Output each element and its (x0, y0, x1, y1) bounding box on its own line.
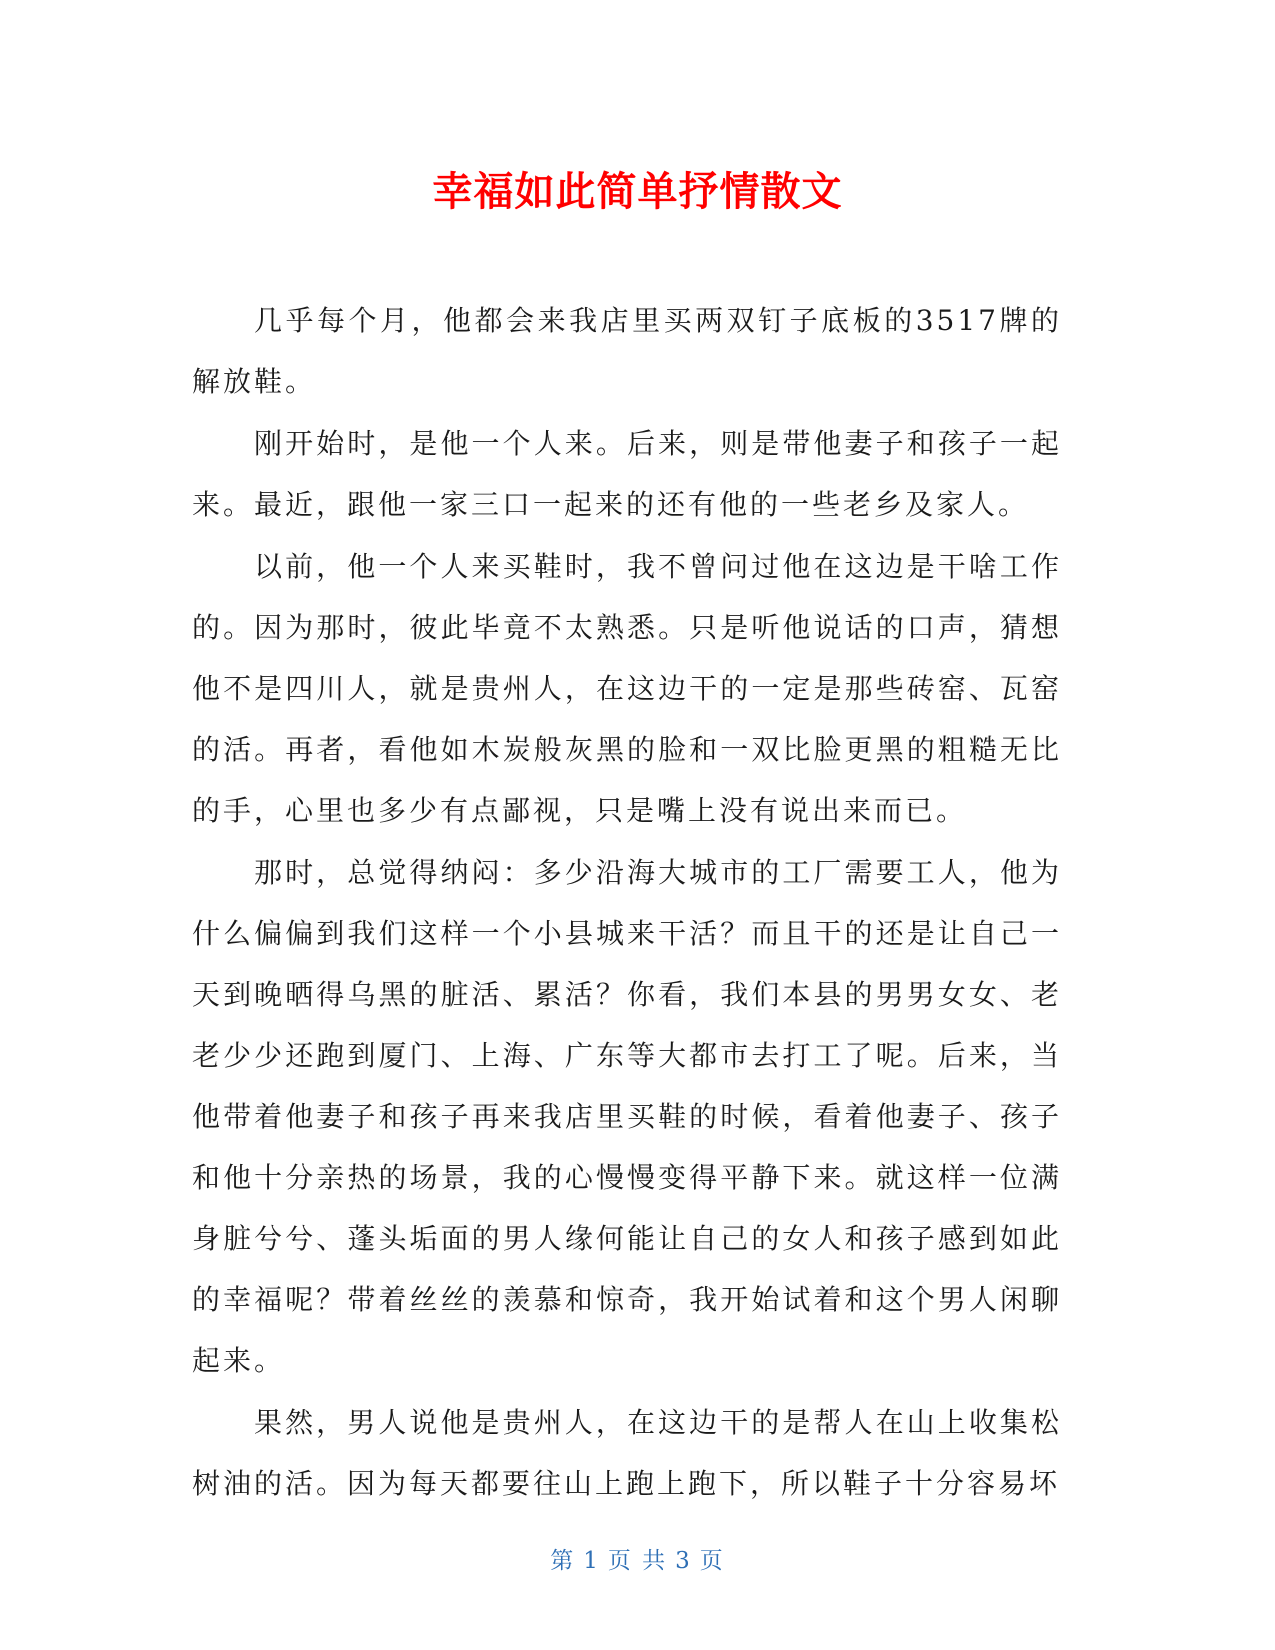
footer-current-page: 1 (583, 1548, 600, 1574)
footer-total-pages: 3 (675, 1548, 692, 1574)
footer-suffix: 页 (699, 1548, 725, 1574)
document-body (192, 290, 1062, 1515)
footer-middle: 页 共 (607, 1548, 668, 1574)
footer-prefix: 第 (550, 1548, 576, 1574)
paragraph-5: 果然，男人说他是贵州人，在这边干的是帮人在山上收集松树油的活。因为每天都要往山上跑上跑下，所以鞋子十分容易坏 (192, 1406, 1062, 1500)
paragraph-2: 刚开始时，是他一个人来。后来，则是带他妻子和孩子一起来。最近，跟他一家三口一起来的还有他的一些老乡及家人。 (192, 427, 1062, 521)
document-title: 幸福如此简单抒情散文 (432, 169, 843, 215)
paragraph-4: 那时，总觉得纳闷：多少沿海大城市的工厂需要工人，他为什么偏偏到我们这样一个小县城来干活？而且干的还是让自己一天到晚晒得乌黑的脏活、累活？你看，我们本县的男男女女、老老少少还跑到厦门、上海、广东等大都市去打工了呢。后来，当他带着他妻子和孩子再来我店里买鞋的时候，看着他妻子、孩子和他十分亲热的场景，我的心慢慢变得平静下来。就这样一位满身脏兮兮、蓬头垢面的男人缘何能让自己的女人和孩子感到如此的幸福呢？带着丝丝的羡慕和惊奇，我开始试着和这个男人闲聊起来。 (192, 856, 1062, 1377)
paragraph-3: 以前，他一个人来买鞋时，我不曾问过他在这边是干啥工作的。因为那时，彼此毕竟不太熟悉。只是听他说话的口声，猜想他不是四川人，就是贵州人，在这边干的一定是那些砖窑、瓦窑的活。再者，看他如木炭般灰黑的脸和一双比脸更黑的粗糙无比的手，心里也多少有点鄙视，只是嘴上没有说出来而已。 (192, 550, 1062, 827)
paragraph-1: 几乎每个月，他都会来我店里买两双钉子底板的3517牌的解放鞋。 (192, 304, 1062, 398)
page-footer (0, 1542, 1275, 1575)
